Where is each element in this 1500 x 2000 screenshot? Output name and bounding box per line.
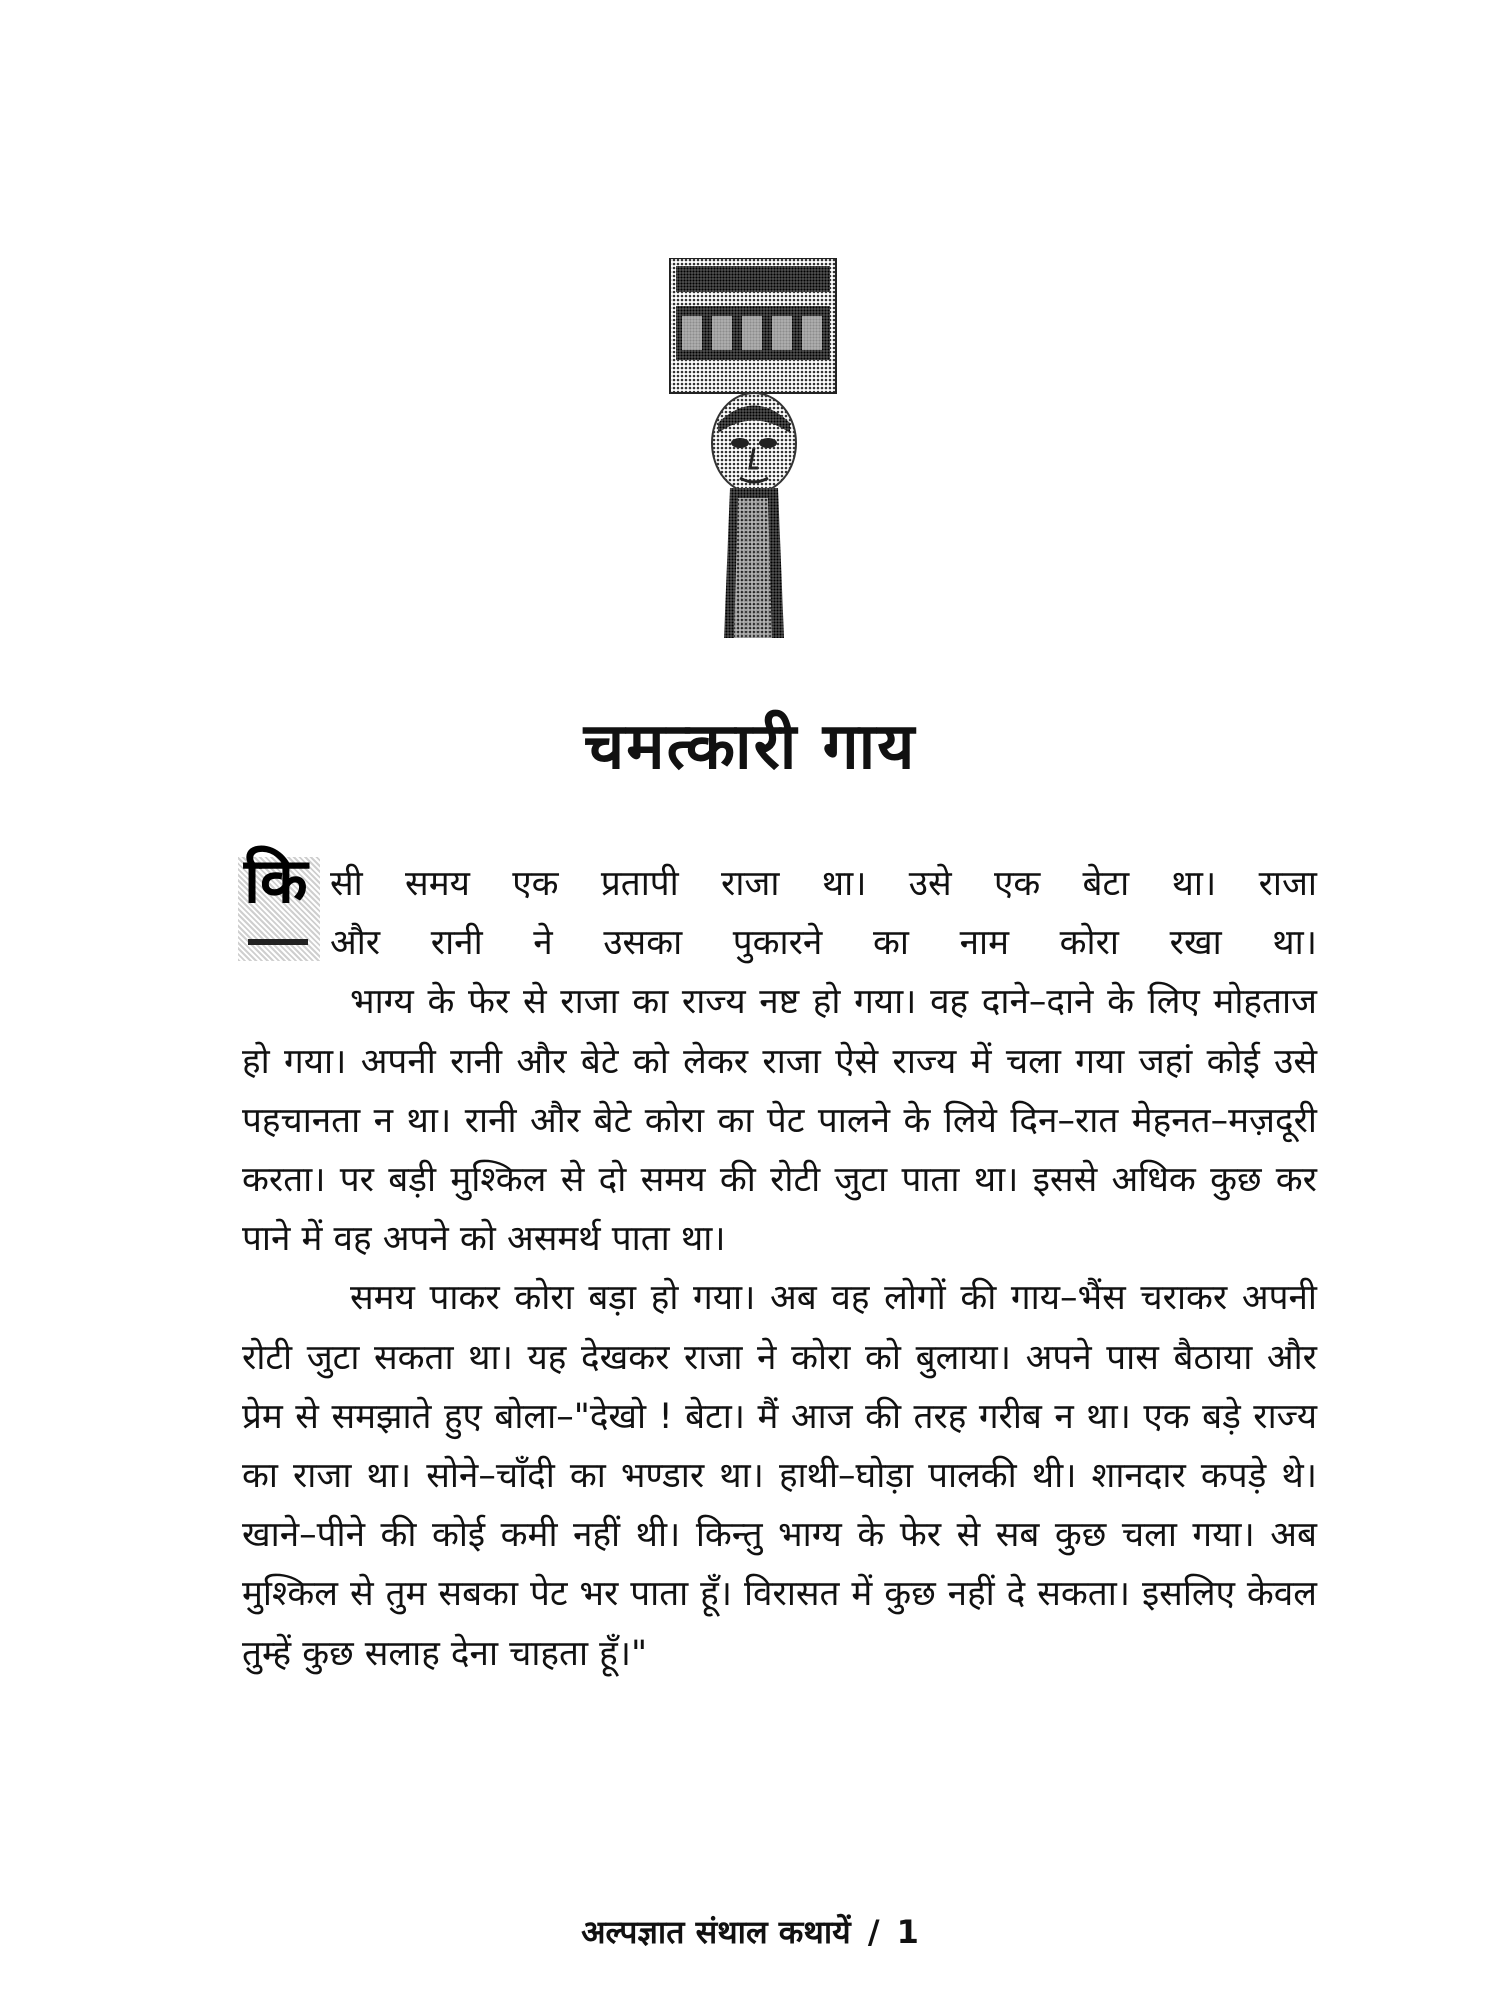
halftone-figure-illustration [668, 258, 838, 638]
dropcap-letter: कि [244, 844, 308, 917]
first-paragraph [242, 844, 1317, 973]
dropcap [238, 844, 320, 961]
paragraph: समय पाकर कोरा बड़ा हो गया। अब वह लोगों की गाय–भैंस चराकर अपनी रोटी जुटा सकता था। यह देखकर राजा ने कोरा को बुलाया। अपने पास बैठाया और प्रेम से समझाते हुए बोला–"देखो ! बेटा। मैं आज की तरह गरीब न था। एक बड़े राज्य का राजा था। सोने–चाँदी का भण्डार था। हाथी–घोड़ा पालकी थी। शानदार कपड़े थे। खाने–पीने की कोई कमी नहीं थी। किन्तु भाग्य के फेर से सब कुछ चला गया। अब मुश्किल से तुम सबका पेट भर पाता हूँ। विरासत में कुछ नहीं दे सकता। इसलिए केवल तुम्हें कुछ सलाह देना चाहता हूँ।" [242, 1278, 1317, 1674]
page-footer [0, 1910, 1500, 1953]
story-body [242, 844, 1317, 1684]
first-paragraph-line-1: सी समय एक प्रतापी राजा था। उसे एक बेटा था। राजा [330, 864, 1317, 904]
paragraph: भाग्य के फेर से राजा का राज्य नष्ट हो गया। वह दाने–दाने के लिए मोहताज हो गया। अपनी रानी और बेटे को लेकर राजा ऐसे राज्य में चला गया जहां कोई उसे पहचानता न था। रानी और बेटे कोरा का पेट पालने के लिये दिन–रात मेहनत–मज़दूरी करता। पर बड़ी मुश्किल से दो समय की रोटी जुटा पाता था। इससे अधिक कुछ कर पाने में वह अपने को असमर्थ पाता था। [242, 982, 1317, 1260]
page-number: 1 [896, 1913, 919, 1951]
footer-book-title: अल्पज्ञात संथाल कथायें [581, 1913, 851, 1951]
dropcap-underline [248, 939, 308, 945]
story-title: चमत्कारी गाय [583, 710, 917, 784]
footer-separator: / [867, 1913, 880, 1951]
first-paragraph-line-2: और रानी ने उसका पुकारने का नाम कोरा रखा था। [330, 923, 1317, 964]
